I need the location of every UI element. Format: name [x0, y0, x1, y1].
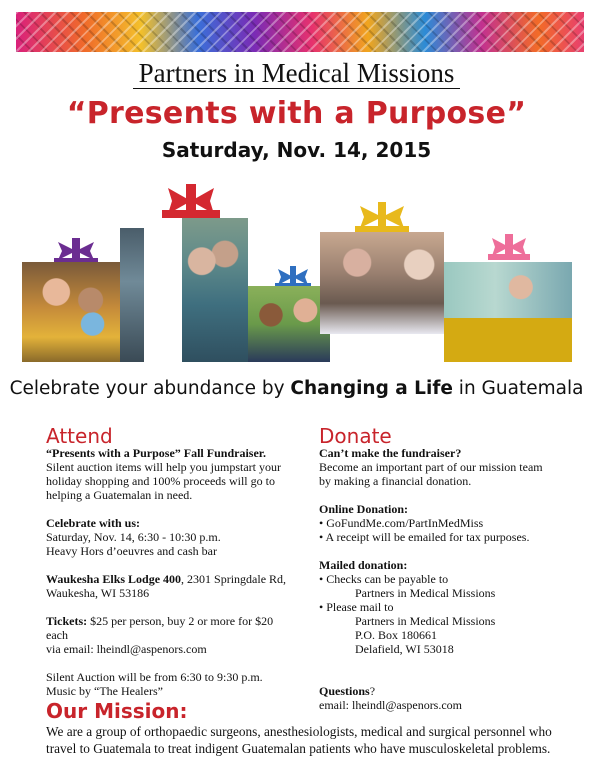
blue-bow-icon — [275, 266, 311, 288]
donate-section: Can’t make the fundraiser? Become an important part of our mission team by making a financial donation. Online Donation: • GoFundMe.com/PartInMedMiss • A receipt will be emailed for tax purposes. Mailed donation: • Checks can be payable to Partners in Medical Missions • Please mail to Partners in Medical Missions P.O. Box 180661 Delafield, WI 53018 Questions? email: lheindl@aspenors.com — [319, 446, 579, 712]
venue: Waukesha Elks Lodge 400, 2301 Springdale Rd, — [46, 572, 287, 586]
donate-heading: Donate — [319, 424, 392, 448]
tagline: Celebrate your abundance by Changing a Life in Guatemala — [9, 378, 584, 399]
photo-hospital-patient-visit — [320, 232, 444, 334]
tickets-email: via email: lheindl@aspenors.com — [46, 642, 207, 656]
donate-subheading: Can’t make the fundraiser? — [319, 446, 462, 460]
photo-xray-review — [444, 262, 572, 318]
organization-name: Partners in Medical Missions — [138, 58, 455, 88]
photo-surgeons-operating — [182, 218, 248, 362]
organization-underline — [133, 88, 460, 89]
questions-email: email: lheindl@aspenors.com — [319, 698, 463, 712]
event-date: Saturday, Nov. 14, 2015 — [161, 138, 432, 162]
attend-section: “Presents with a Purpose” Fall Fundraiser. Silent auction items will help you jumpstart your holiday shopping and 100% proceeds will go to helping a Guatemalan in need. Celebrate with us: Saturday, Nov. 14, 6:30 - 10:30 p.m. Heavy Hors d’oeuvres and cash bar Waukesha Elks Lodge 400, 2301 Springdale Rd, Waukesha, WI 53186 Tickets: $25 per person, buy 2 or more for $20 each via email: lheindl@aspenors.com Silent Auction will be from 6:30 to 9:30 p.m. Music by “The Healers” — [46, 446, 306, 698]
gold-gift-box — [444, 318, 572, 362]
online-donation-label: Online Donation: — [319, 502, 409, 516]
photo-doctors-with-patient — [22, 262, 120, 362]
mission-statement: We are a group of orthopaedic surgeons, anesthesiologists, medical and surgical personnel who travel to Guatemala to treat indigent Guatemalan patients who have musculoskeletal problems. — [46, 724, 552, 756]
photo-surgical-staff-edge — [120, 228, 144, 362]
woven-textile-banner — [16, 12, 584, 52]
mailed-donation-label: Mailed donation: — [319, 558, 408, 572]
attend-heading: Attend — [46, 424, 113, 448]
purple-bow-icon — [54, 238, 98, 264]
event-title: “Presents with a Purpose” — [66, 96, 527, 131]
tickets: Tickets: $25 per person, buy 2 or more for $20 — [46, 614, 274, 628]
mission-heading: Our Mission: — [46, 699, 188, 723]
photo-boy-with-doctor — [248, 286, 330, 362]
pink-bow-icon — [488, 234, 530, 260]
questions-label: Questions? — [319, 684, 376, 698]
red-bow-icon — [162, 184, 220, 218]
attend-subheading: “Presents with a Purpose” Fall Fundraiser. — [46, 446, 267, 460]
gofundme-link: • GoFundMe.com/PartInMedMiss — [319, 516, 484, 530]
yellow-bow-icon — [355, 202, 409, 232]
celebrate-label: Celebrate with us: — [46, 516, 140, 530]
